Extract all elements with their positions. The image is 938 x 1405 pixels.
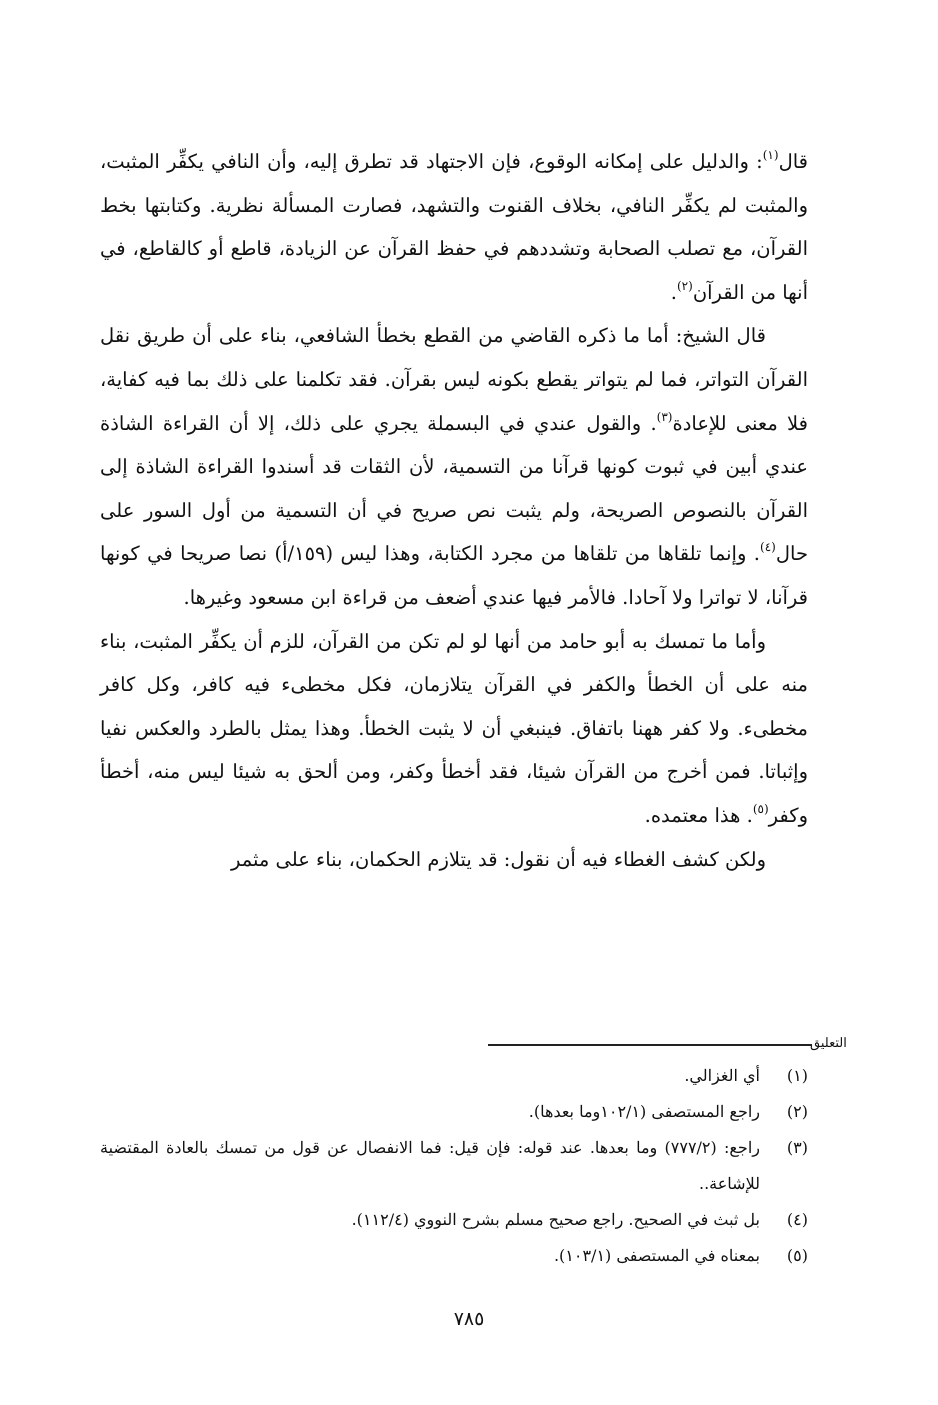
footnote-4-number: (٤) <box>786 1210 808 1229</box>
footnote-5 <box>100 1238 808 1274</box>
paragraph-1-end: . <box>670 280 677 304</box>
paragraph-2-text-a: قال الشيخ: أما ما ذكره القاضي من القطع بخطأ الشافعي، بناء على أن طريق نقل القرآن التواتر، فما لم يتواتر يقطع بكونه ليس بقرآن. فقد تكلمنا على ذلك بما فيه كفاية، فلا معنى للإعادة <box>100 324 808 435</box>
footnote-ref-2[interactable]: (٢) <box>676 278 693 293</box>
paragraph-1-text: : والدليل على إمكانه الوقوع، فإن الاجتهاد قد تطرق إليه، وأن النافي يكفِّر المثبت، والمثبت لم يكفِّر النافي، بخلاف القنوت والتشهد، فصارت المسألة نظرية. وكتابتها بخط القرآن، مع تصلب الصحابة وتشددهم في حفظ القرآن عن الزيادة، قاطع أو كالقاطع، في أنها من القرآن <box>100 150 808 304</box>
footnote-3 <box>100 1130 808 1202</box>
footnote-ref-1[interactable]: (١) <box>762 148 779 162</box>
paragraph-3-text-b: . هذا معتمده. <box>644 803 753 827</box>
footnote-1-text: أي الغزالي. <box>684 1066 760 1085</box>
paragraph-4 <box>100 838 808 882</box>
footnote-4 <box>100 1202 808 1238</box>
footnotes-section <box>100 1058 808 1274</box>
paragraph-3 <box>100 620 808 838</box>
footnote-2 <box>100 1094 808 1130</box>
paragraph-4-text: ولكن كشف الغطاء فيه أن نقول: قد يتلازم الحكمان، بناء على مثمر <box>230 847 766 871</box>
footnote-5-text: بمعناه في المستصفى (١٠٣/١). <box>553 1246 760 1265</box>
footnote-ref-3[interactable]: (٣) <box>656 409 673 424</box>
footnotes-label: التعليق <box>810 1036 847 1051</box>
paragraph-2-text-c: . وإنما تلقاها من تلقاها من مجرد الكتابة، وهذا ليس (١٥٩/أ) نصا صريحا في كونها قرآنا، لا تواترا ولا آحادا. فالأمر فيها عندي أضعف من قراءة ابن مسعود وغيرها. <box>100 542 808 609</box>
paragraph-2 <box>100 314 808 619</box>
paragraph-2-text-b: . والقول عندي في البسملة يجري على ذلك، إلا أن القراءة الشاذة عندي أبين في ثبوت كونها قرآنا من التسمية، لأن الثقات قد أسندوا القراءة الشاذة إلى القرآن بالنصوص الصريحة، ولم يثبت نص صريح في أن التسمية من أول السور على حال <box>100 411 808 566</box>
main-text <box>100 140 808 881</box>
footnote-3-number: (٣) <box>786 1138 808 1157</box>
page-number: ٧٨٥ <box>453 1308 485 1330</box>
footnote-5-number: (٥) <box>786 1246 808 1265</box>
footnote-ref-5[interactable]: (٥) <box>752 801 769 816</box>
footnote-2-number: (٢) <box>786 1102 808 1121</box>
footnote-ref-4[interactable]: (٤) <box>760 540 776 555</box>
footnote-2-text: راجع المستصفى (١٠٢/١وما بعدها). <box>528 1102 760 1121</box>
footnote-1 <box>100 1058 808 1094</box>
footnote-4-text: بل ثبث في الصحيح. راجع صحيح مسلم بشرح النووي (١١٢/٤). <box>351 1210 760 1229</box>
paragraph-3-text-a: وأما ما تمسك به أبو حامد من أنها لو لم تكن من القرآن، للزم أن يكفِّر المثبت، بناء منه على أن الخطأ والكفر في القرآن يتلازمان، فكل مخطىء فيه كافر، وكل كافر مخطىء. ولا كفر ههنا باتفاق. فينبغي أن لا يثبت الخطأ. وهذا يمثل بالطرد والعكس نفيا وإثباتا. فمن أخرج من القرآن شيئا، فقد أخطأ وكفر، ومن ألحق به شيئا ليس منه، أخطأ وكفر <box>100 629 808 827</box>
paragraph-1-lead: قال <box>778 150 808 173</box>
footnote-1-number: (١) <box>786 1066 808 1085</box>
footnote-divider <box>488 1044 812 1046</box>
footnote-3-text: راجع: (٧٧٧/٢) وما بعدها. عند قوله: فإن قيل: فما الانفصال عن قول من تمسك بالعادة المقتضية للإشاعة.. <box>100 1138 760 1193</box>
paragraph-1 <box>100 140 808 314</box>
